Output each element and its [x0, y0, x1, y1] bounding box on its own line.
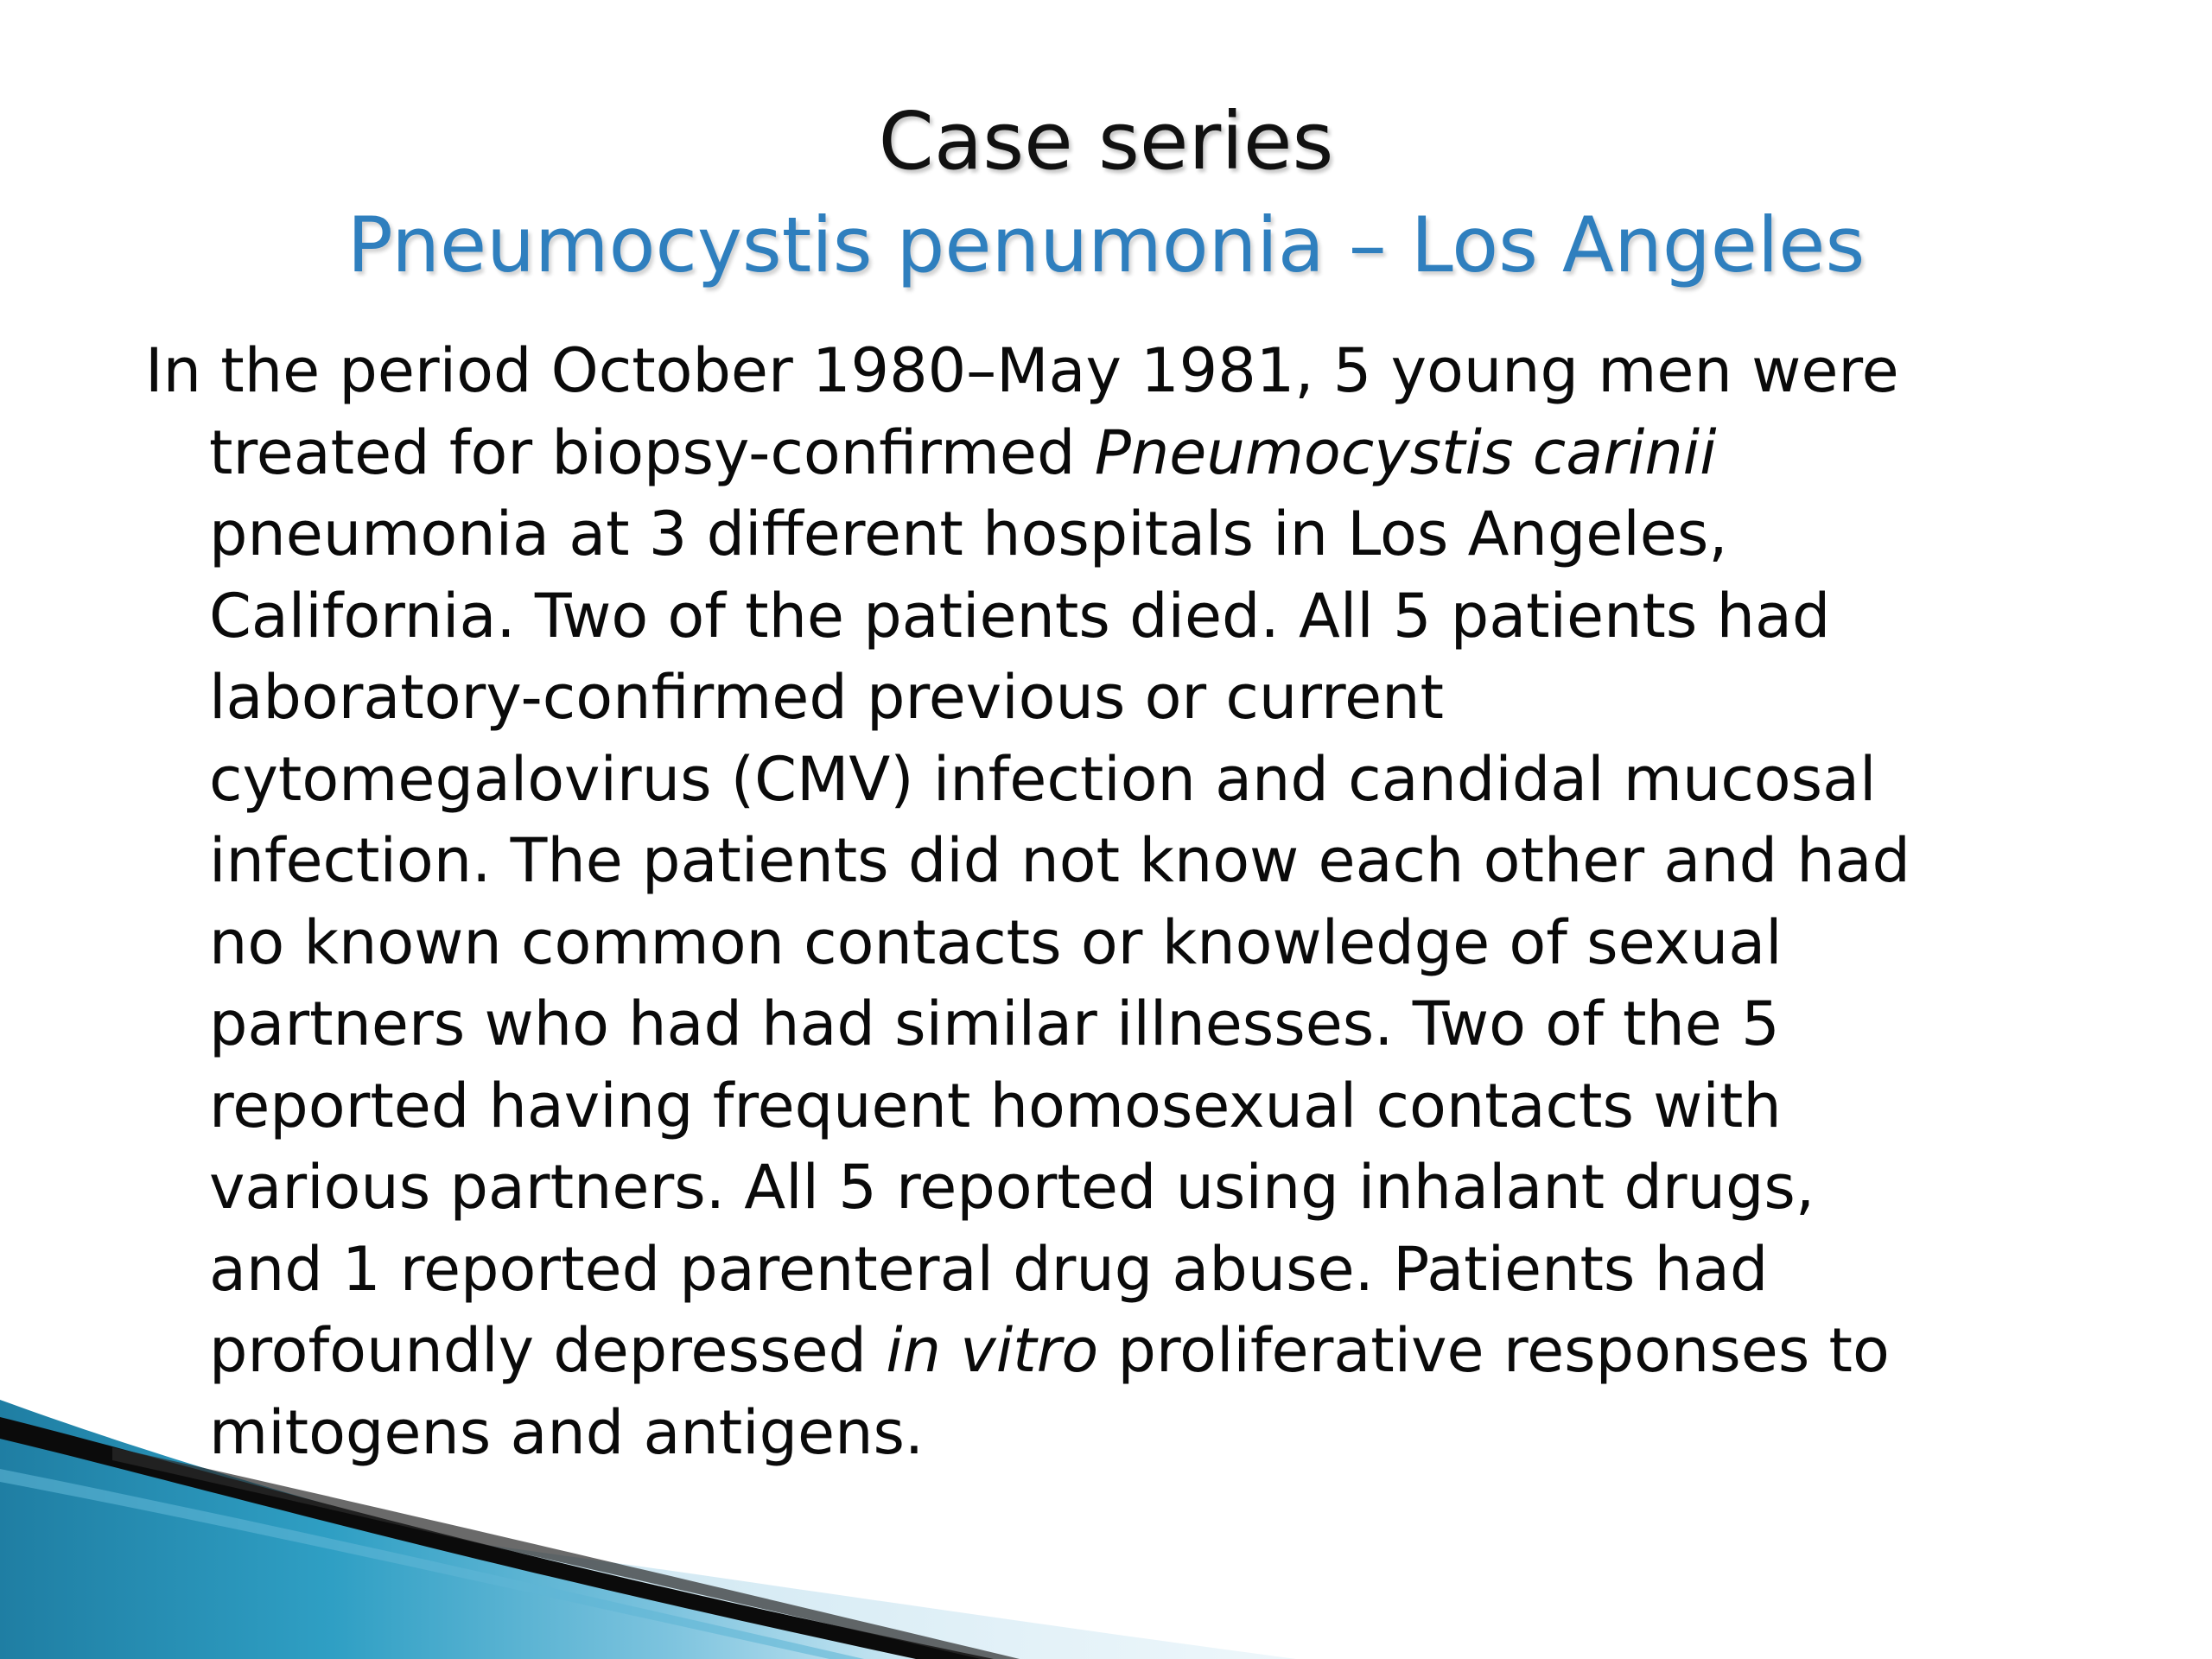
body-line-2-text: treated for biopsy-confirmed [209, 416, 1095, 488]
body-line-4: California. Two of the patients died. All 5 patients had [209, 580, 1831, 652]
body-line-12: and 1 reported parenteral drug abuse. Patients had [209, 1233, 1769, 1305]
body-line-11: various partners. All 5 reported using inhalant drugs, [209, 1152, 1815, 1223]
body-line-10: reported having frequent homosexual contacts with [209, 1070, 1782, 1141]
body-line-13-italic: in vitro [886, 1315, 1099, 1386]
body-line-14: mitogens and antigens. [209, 1396, 925, 1468]
body-line-7: infection. The patients did not know each other and had [209, 825, 1910, 896]
body-line-3: pneumonia at 3 different hospitals in Los Angeles, [209, 499, 1728, 569]
body-line-6: cytomegalovirus (CMV) infection and candidal mucosal [209, 743, 1877, 815]
body-line-8: no known common contacts or knowledge of sexual [209, 906, 1783, 978]
body-line-13 [145, 1310, 2098, 1392]
bullet-paragraph [145, 330, 2098, 1473]
slide-subtitle: Pneumocystis penumonia – Los Angeles [346, 200, 1866, 289]
body-line-1: In the period October 1980–May 1981, 5 young men were [145, 335, 1899, 406]
body-line-2-italic: Pneumocystis carinii [1094, 416, 1717, 488]
body-line-5: laboratory-confirmed previous or current [209, 662, 1444, 733]
slide-title: Case series [878, 95, 1334, 188]
body-line-9: partners who had had similar illnesses. Two of the 5 [209, 988, 1780, 1059]
body-line-2 [145, 412, 2098, 494]
body-line-13-tail: proliferative responses to [1098, 1315, 1890, 1386]
body-line-13-text: profoundly depressed [209, 1315, 887, 1386]
